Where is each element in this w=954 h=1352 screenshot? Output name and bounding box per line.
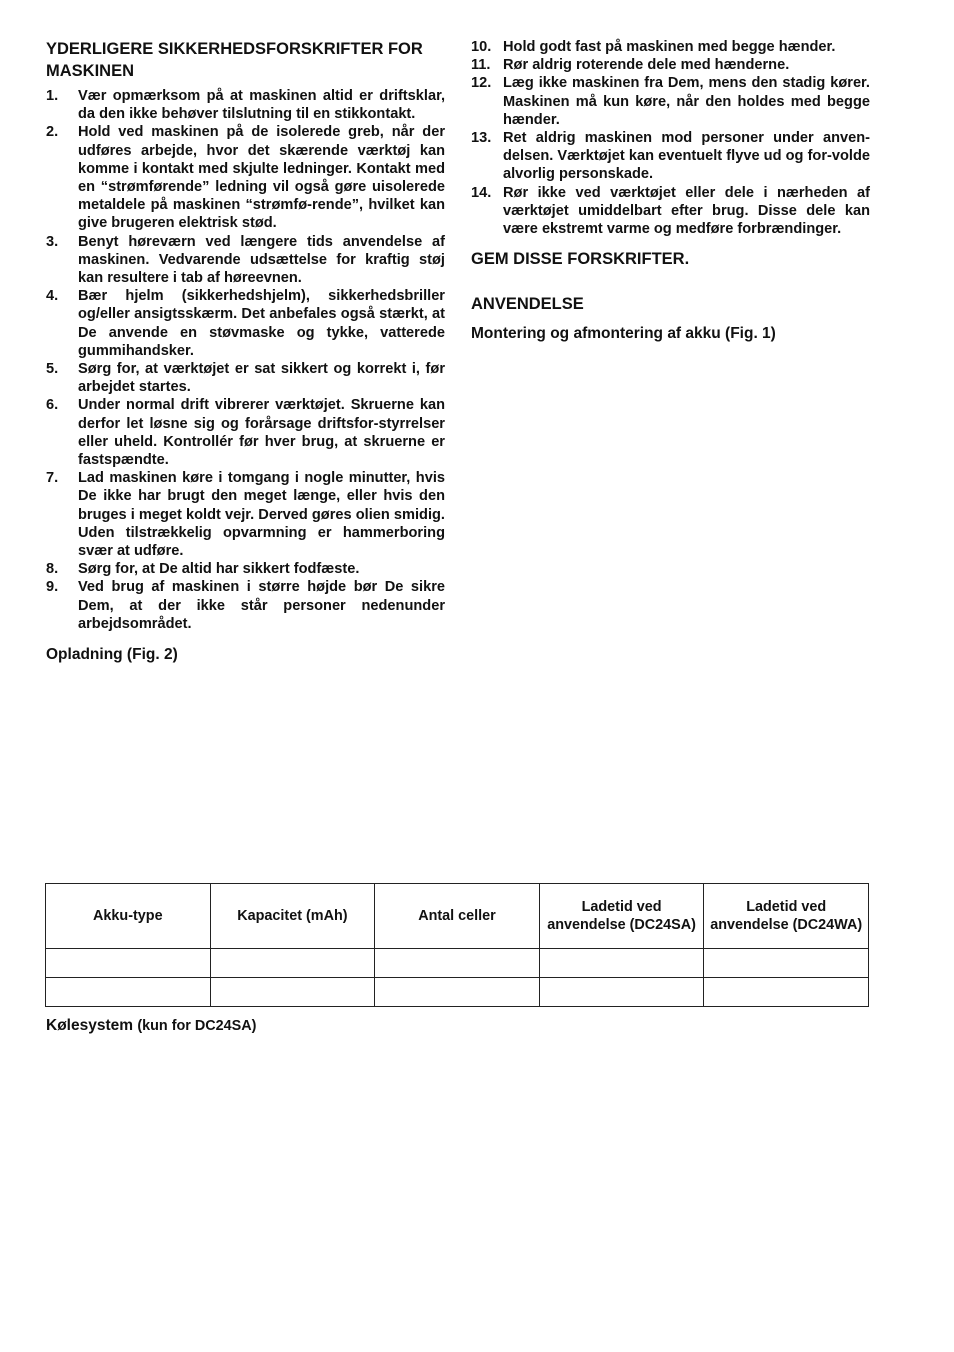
item-text: Ved brug af maskinen i større højde bør De sikre Dem, at der ikke står personer nedenunder arbejdsområdet.: [78, 579, 445, 632]
save-instructions-heading: GEM DISSE FORSKRIFTER.: [471, 250, 690, 269]
list-item: [46, 360, 445, 396]
item-text: Sørg for, at værktøjet er sat sikkert og korrekt i, før arbejdet startes.: [78, 361, 445, 396]
battery-table: [45, 883, 869, 1007]
left-column: [46, 38, 445, 665]
table-cell: [539, 978, 704, 1007]
item-number: 7.: [46, 470, 59, 487]
item-text: Vær opmærksom på at maskinen altid er driftsklar, da den ikke behøver tilslutning til en stikkontakt.: [78, 88, 445, 123]
item-text: Bær hjelm (sikkerhedshjelm), sikkerhedsbriller og/eller ansigtsskærm. Det anbefales også stærkt, at De anvende en støvmaske og tykke, vatterede gummihandsker.: [78, 288, 445, 359]
item-number: 13.: [471, 130, 492, 147]
table-cell: [46, 949, 211, 978]
item-number: 5.: [46, 361, 59, 378]
list-item: [471, 74, 870, 129]
safety-list: [46, 87, 445, 633]
item-text: Sørg for, at De altid har sikkert fodfæste.: [78, 561, 360, 578]
item-number: 9.: [46, 579, 59, 596]
item-number: 3.: [46, 233, 59, 250]
list-item: [46, 233, 445, 288]
table-row: [46, 949, 869, 978]
table-cell: [375, 978, 540, 1007]
item-number: 11.: [471, 57, 491, 74]
safety-list-continued: [471, 38, 870, 238]
item-text: Læg ikke maskinen fra Dem, mens den stadig kører. Maskinen må kun køre, når den holdes med begge hænder.: [503, 75, 870, 128]
table-cell: [375, 949, 540, 978]
list-item: [471, 56, 870, 74]
list-item: [46, 123, 445, 232]
battery-mount-heading: Montering og afmontering af akku (Fig. 1): [471, 325, 776, 343]
table-cell: [704, 949, 869, 978]
table-cell: [704, 978, 869, 1007]
list-item: [46, 578, 445, 633]
item-number: 6.: [46, 397, 59, 414]
list-item: [46, 560, 445, 578]
cooling-note: (kun for DC24SA): [137, 1018, 257, 1034]
table-row: [46, 978, 869, 1007]
list-item: [46, 87, 445, 123]
item-number: 4.: [46, 288, 59, 305]
item-number: 12.: [471, 75, 492, 92]
item-text: Lad maskinen køre i tomgang i nogle minutter, hvis De ikke har brugt den meget længe, eller hvis den bruges i meget koldt vejr. Derved gøres olien smidig. Uden tilstrækkelig opvarmning er hammerboring svær at udføre.: [78, 470, 445, 560]
item-text: Rør ikke ved værktøjet eller dele i nærheden af værktøjet umiddelbart efter brug. Disse dele kan være ekstremt varme og medføre forbrændinger.: [503, 184, 870, 238]
list-item: [46, 396, 445, 469]
col-capacity: Kapacitet (mAh): [210, 884, 375, 949]
item-number: 8.: [46, 561, 59, 578]
col-charge-time-dc24sa: Ladetid ved anvendelse (DC24SA): [539, 884, 704, 949]
item-number: 14.: [471, 184, 492, 201]
safety-heading: YDERLIGERE SIKKERHEDSFORSKRIFTER FOR MASKINEN: [46, 40, 423, 80]
list-item: [46, 287, 445, 360]
table-cell: [210, 949, 375, 978]
cooling-system-heading: [46, 1017, 256, 1035]
list-item: [471, 38, 870, 56]
table-cell: [539, 949, 704, 978]
list-item: [46, 469, 445, 560]
item-text: Hold ved maskinen på de isolerede greb, når der udføres arbejde, hvor det skærende værktøj kan komme i kontakt med skjulte ledninger. Kontakt med en “strømførende” ledning vil også gøre uisolerede metaldele på maskinen “strømfø-rende”, hvilket kan give brugeren elektrisk stød.: [78, 124, 445, 232]
item-text: Ret aldrig maskinen mod personer under anven-delsen. Værktøjet kan eventuelt flyve ud og for-volde alvorlig personskade.: [503, 130, 870, 183]
right-column: [471, 38, 870, 344]
item-text: Benyt høreværn ved længere tids anvendelse af maskinen. Vedvarende udsættelse for kraftig støj kan resultere i tab af høreevnen.: [78, 233, 445, 287]
item-number: 10.: [471, 39, 492, 55]
table-header-row: [46, 884, 869, 949]
col-cell-count: Antal celler: [375, 884, 540, 949]
item-text: Hold godt fast på maskinen med begge hænder.: [503, 39, 836, 55]
item-text: Under normal drift vibrerer værktøjet. Skruerne kan derfor let løsne sig og forårsage driftsfor-styrrelser eller uheld. Kontrollér før hver brug, at skruerne er fastspændte.: [78, 397, 445, 469]
charging-heading: Opladning (Fig. 2): [46, 646, 178, 664]
item-number: 2.: [46, 124, 59, 141]
list-item: [471, 129, 870, 184]
usage-heading: ANVENDELSE: [471, 295, 584, 314]
cooling-label: Kølesystem: [46, 1017, 134, 1034]
item-number: 1.: [46, 88, 59, 104]
item-text: Rør aldrig roterende dele med hænderne.: [503, 57, 790, 74]
col-charge-time-dc24wa: Ladetid ved anvendelse (DC24WA): [704, 884, 869, 949]
table-cell: [46, 978, 211, 1007]
table-cell: [210, 978, 375, 1007]
col-battery-type: Akku-type: [46, 884, 211, 949]
list-item: [471, 184, 870, 239]
